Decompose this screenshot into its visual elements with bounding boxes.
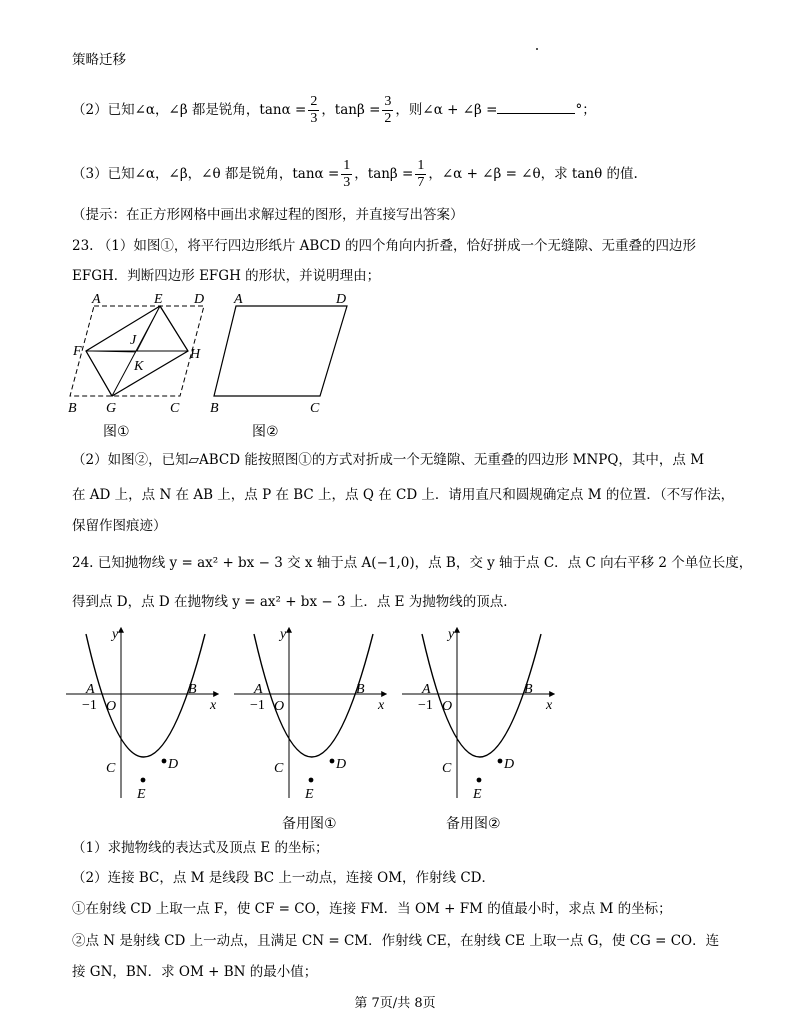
q22-part3	[72, 158, 638, 191]
label-x: x	[546, 698, 553, 713]
figure-1	[68, 292, 204, 416]
label-A: A	[86, 682, 95, 697]
label-A: A	[234, 292, 243, 307]
q23-line1: 23. （1）如图①，将平行四边形纸片 ABCD 的四个角向内折叠，恰好拼成一个无缝隙、无重叠的四边形	[72, 238, 697, 254]
label-J: J	[130, 333, 137, 348]
q22-p3-pre: （3）已知∠α，∠β，∠θ 都是锐角，tanα =	[72, 166, 340, 182]
segment-eh	[160, 306, 188, 351]
label-D: D	[168, 757, 179, 772]
q22-p3-mid: ，tanβ =	[354, 166, 414, 182]
label-D: D	[504, 757, 515, 772]
label-y: y	[280, 627, 287, 642]
label-C: C	[106, 761, 116, 776]
label-E: E	[154, 292, 163, 307]
q22-hint: （提示：在正方形网格中画出求解过程的图形，并直接写出答案）	[72, 207, 464, 223]
label-E: E	[137, 787, 146, 802]
label-H: H	[190, 347, 201, 362]
q22-part2	[72, 94, 596, 127]
label-O: O	[442, 699, 453, 714]
graph-main	[66, 627, 218, 802]
label-y: y	[448, 627, 455, 642]
label-B: B	[356, 682, 365, 697]
q24-question2-1: ①在射线 CD 上取一点 F，使 CF = CO，连接 FM．当 OM + FM 的值最小时，求点 M 的坐标；	[72, 901, 672, 917]
label-C: C	[310, 401, 320, 416]
q24-question1: （1）求抛物线的表达式及顶点 E 的坐标；	[72, 840, 329, 856]
label-A: A	[92, 292, 101, 307]
label-minus1: −1	[250, 698, 265, 713]
q23-line2: EFGH．判断四边形 EFGH 的形状，并说明理由；	[72, 268, 381, 284]
figure-2-caption: 图②	[252, 424, 279, 440]
label-C: C	[442, 761, 452, 776]
fraction: $\frac{1}{3}$	[343, 158, 351, 190]
page-footer: 第 7页/共 8页	[354, 996, 436, 1011]
label-G: G	[106, 401, 117, 416]
q22-p2-post: ，则∠α + ∠β =	[395, 102, 498, 118]
q22-p2-pre: （2）已知∠α，∠β 都是锐角，tanα =	[72, 102, 307, 118]
label-C: C	[274, 761, 284, 776]
q24-question2: （2）连接 BC，点 M 是线段 BC 上一动点，连接 OM，作射线 CD．	[72, 870, 495, 886]
label-B: B	[188, 682, 197, 697]
q24-question2-2a: ②点 N 是射线 CD 上一动点，且满足 CN = CM．作射线 CE，在射线 CE 上取一点 G，使 CG = CO．连	[72, 933, 720, 949]
q23-part2-line2: 在 AD 上，点 N 在 AB 上，点 P 在 BC 上，点 Q 在 CD 上．请用直尺和圆规确定点 M 的位置．（不写作法，	[72, 487, 735, 503]
speck	[536, 48, 538, 50]
q24-line1: 24. 已知抛物线 y = ax² + bx − 3 交 x 轴于点 A(−1,0)，点 B，交 y 轴于点 C．点 C 向右平移 2 个单位长度，	[72, 555, 753, 571]
figure-2	[210, 292, 347, 416]
label-E: E	[305, 787, 314, 802]
label-B: B	[524, 682, 533, 697]
label-O: O	[274, 699, 285, 714]
backup-figure-2-caption: 备用图②	[446, 816, 501, 832]
q23-part2-line3: 保留作图痕迹）	[72, 518, 167, 534]
label-minus1: −1	[82, 698, 97, 713]
q23-part2-line1: （2）如图②，已知▱ABCD 能按照图①的方式对折成一个无缝隙、无重叠的四边形 MNPQ，其中，点 M	[72, 452, 705, 468]
q24-line2: 得到点 D，点 D 在抛物线 y = ax² + bx − 3 上．点 E 为抛物线的顶点．	[72, 594, 517, 610]
graph-backup-2	[402, 627, 554, 802]
answer-blank[interactable]	[497, 99, 575, 114]
label-D: D	[194, 292, 205, 307]
label-B: B	[68, 401, 77, 416]
label-x: x	[378, 698, 385, 713]
fraction: $\frac{1}{7}$	[417, 158, 425, 190]
fraction: $\frac{2}{3}$	[310, 94, 318, 126]
label-x: x	[210, 698, 217, 713]
label-D: D	[336, 292, 347, 307]
fraction: $\frac{3}{2}$	[384, 94, 392, 126]
label-K: K	[134, 359, 144, 374]
segment-gf	[86, 351, 112, 396]
backup-figure-1-caption: 备用图①	[282, 816, 337, 832]
label-A: A	[254, 682, 263, 697]
label-F: F	[73, 344, 82, 359]
label-y: y	[112, 627, 119, 642]
label-A: A	[422, 682, 431, 697]
q22-p2-mid: ，tanβ =	[321, 102, 381, 118]
section-header: 策略迁移	[72, 52, 126, 68]
figure-1-caption: 图①	[103, 424, 130, 440]
q24-graphs	[62, 622, 562, 804]
q24-question2-2b: 接 GN，BN．求 OM + BN 的最小值；	[72, 964, 318, 980]
label-B: B	[210, 401, 219, 416]
label-D: D	[336, 757, 347, 772]
graph-backup-1	[234, 627, 386, 802]
q22-p2-end: °；	[575, 102, 596, 118]
label-C: C	[170, 401, 180, 416]
label-O: O	[106, 699, 117, 714]
label-minus1: −1	[418, 698, 433, 713]
parallelogram-abcd	[214, 306, 347, 396]
label-E: E	[473, 787, 482, 802]
q22-p3-post: ，∠α + ∠β = ∠θ，求 tanθ 的值.	[428, 166, 638, 182]
q23-figures	[64, 290, 364, 425]
